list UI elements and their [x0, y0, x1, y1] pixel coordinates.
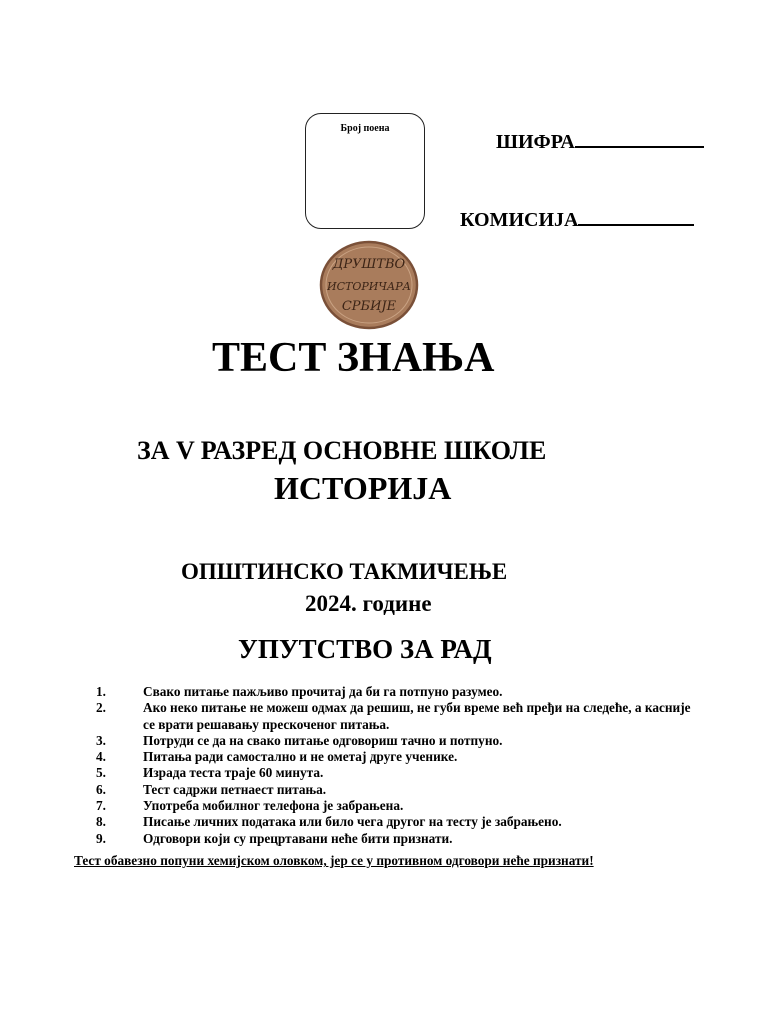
instruction-item — [96, 831, 696, 847]
instruction-number: 7. — [96, 798, 106, 814]
instruction-text: Свако питање пажљиво прочитај да би га потпуно разумео. — [143, 684, 503, 699]
instruction-text: Писање личних података или било чега другог на тесту је забрањено. — [143, 814, 562, 830]
instruction-item — [96, 798, 696, 814]
instruction-item — [96, 700, 696, 733]
komisija-label: КОМИСИЈА — [460, 209, 579, 231]
instruction-number: 6. — [96, 781, 106, 797]
instruction-text: Одговори који су прецртавани неће бити признати. — [143, 830, 453, 846]
komisija-field[interactable] — [460, 206, 694, 232]
competition-year: 2024. године — [305, 591, 432, 616]
instruction-number: 9. — [96, 830, 106, 846]
instruction-text: Потруди се да на свако питање одговориш тачно и потпуно. — [143, 732, 503, 748]
sifra-label: ШИФРА — [496, 131, 575, 153]
komisija-blank-line[interactable] — [578, 206, 694, 226]
score-box-label: Број поена — [340, 123, 390, 134]
instruction-number: 5. — [96, 765, 106, 781]
instructions-list — [96, 684, 696, 847]
instruction-item — [96, 684, 696, 700]
sifra-field[interactable] — [496, 128, 704, 154]
instruction-text: Употреба мобилног телефона је забрањена. — [143, 798, 404, 814]
instruction-text: Ако неко питање не можеш одмах да решиш, не губи време већ пређи на следеће, а касније се врати решавању прескоченог питања. — [143, 700, 691, 732]
instruction-number: 2. — [96, 700, 106, 716]
instruction-number: 4. — [96, 749, 106, 765]
competition-name: ОПШТИНСКО ТАКМИЧЕЊЕ — [181, 559, 508, 584]
instruction-number: 3. — [96, 732, 106, 748]
subject-title: ИСТОРИЈА — [274, 470, 452, 506]
instruction-item — [96, 814, 696, 830]
sifra-blank-line[interactable] — [575, 128, 704, 148]
instruction-item — [96, 782, 696, 798]
society-seal-logo — [319, 240, 419, 330]
seal-line-1: ДРУШТВО — [332, 257, 406, 272]
instructions-title: УПУТСТВО ЗА РАД — [238, 634, 492, 664]
instruction-item — [96, 733, 696, 749]
instruction-item — [96, 765, 696, 781]
instruction-text: Питања ради самостално и не ометај друге ученике. — [143, 749, 458, 765]
seal-line-2: ИСТОРИЧАРА — [327, 280, 411, 293]
score-box[interactable] — [305, 113, 425, 229]
grade-line: ЗА V РАЗРЕД ОСНОВНЕ ШКОЛЕ — [137, 436, 547, 465]
seal-line-3: СРБИЈЕ — [341, 299, 397, 314]
final-note: Тест обавезно попуни хемијском оловком, јер се у противном одговори неће признати! — [74, 853, 594, 868]
instruction-number: 1. — [96, 684, 106, 699]
instruction-item — [96, 749, 696, 765]
instruction-text: Израда теста траје 60 минута. — [143, 765, 324, 781]
instruction-number: 8. — [96, 814, 106, 830]
test-title: ТЕСТ ЗНАЊА — [212, 335, 495, 381]
instruction-text: Тест садржи петнаест питања. — [143, 781, 327, 797]
